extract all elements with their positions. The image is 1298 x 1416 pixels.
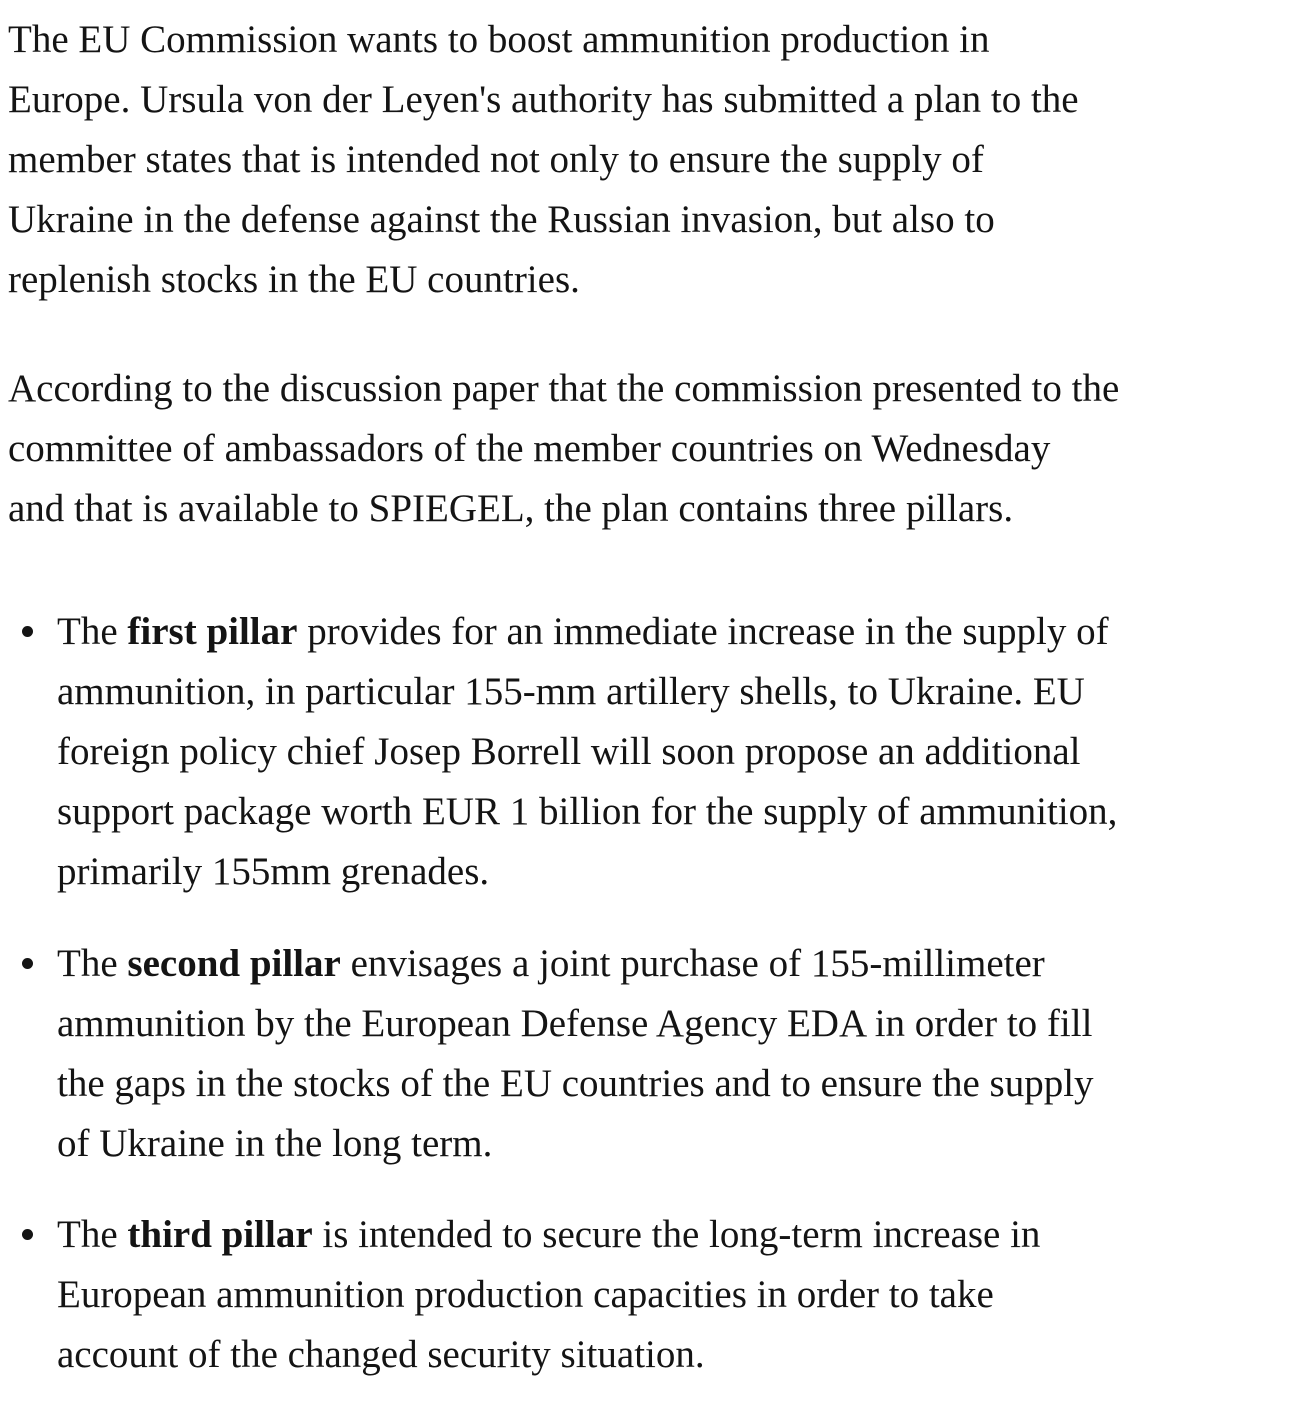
bold-term: third pillar [127, 1213, 313, 1256]
text-line: replenish stocks in the EU countries. [8, 258, 580, 301]
bullet-dot-icon [22, 626, 33, 637]
text-line [57, 1205, 1040, 1265]
text-line: foreign policy chief Josep Borrell will soon propose an additional [57, 730, 1081, 773]
text-line: According to the discussion paper that the commission presented to the [8, 367, 1120, 410]
bold-term: second pillar [127, 942, 341, 985]
text-line: Europe. Ursula von der Leyen's authority has submitted a plan to the [8, 78, 1079, 121]
text-line: committee of ambassadors of the member countries on Wednesday [8, 427, 1051, 470]
text-line: The EU Commission wants to boost ammunition production in [8, 18, 990, 61]
text-line: member states that is intended not only to ensure the supply of [8, 138, 984, 181]
text-line: European ammunition production capacities in order to take [57, 1273, 994, 1316]
text-line [57, 934, 1094, 994]
text-line: primarily 155mm grenades. [57, 850, 490, 893]
text-line: ammunition by the European Defense Agency EDA in order to fill [57, 1002, 1093, 1045]
bold-term: first pillar [127, 610, 298, 653]
text-line: and that is available to SPIEGEL, the plan contains three pillars. [8, 487, 1014, 530]
bullet-dot-icon [22, 958, 33, 969]
text-line: account of the changed security situation. [57, 1333, 705, 1376]
text: The [57, 942, 128, 985]
bullet-dot-icon [22, 1229, 33, 1240]
text-line: of Ukraine in the long term. [57, 1122, 493, 1165]
text: The [57, 610, 128, 653]
text-line: ammunition, in particular 155-mm artillery shells, to Ukraine. EU [57, 670, 1085, 713]
text: is intended to secure the long-term increase in [312, 1213, 1041, 1256]
paragraph-intro [8, 10, 1079, 310]
text: provides for an immediate increase in the supply of [297, 610, 1109, 653]
text-line [57, 602, 1117, 662]
paragraph-discussion-paper [8, 359, 1119, 539]
text: The [57, 1213, 128, 1256]
text-line: Ukraine in the defense against the Russian invasion, but also to [8, 198, 995, 241]
text: envisages a joint purchase of 155-millimeter [340, 942, 1045, 985]
text-line: the gaps in the stocks of the EU countries and to ensure the supply [57, 1062, 1094, 1105]
text-line: support package worth EUR 1 billion for the supply of ammunition, [57, 790, 1118, 833]
